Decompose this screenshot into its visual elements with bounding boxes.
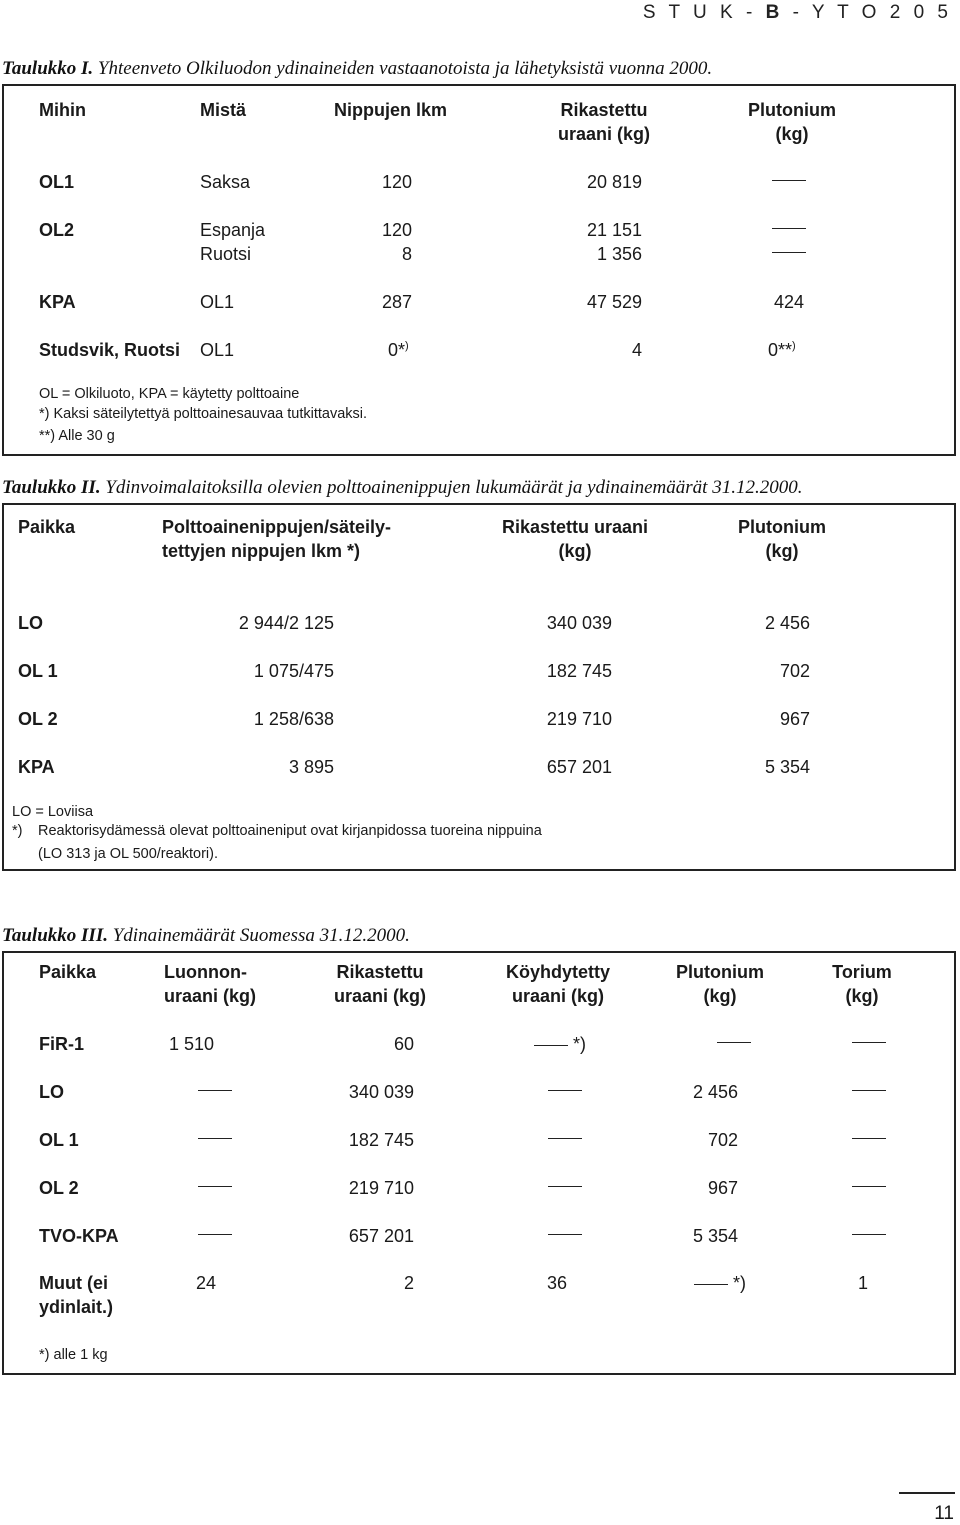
- col-header-thorium-unit: (kg): [845, 986, 879, 1006]
- col-header-plutonium: Plutonium: [676, 962, 764, 982]
- table-cell: OL 1: [39, 1130, 79, 1150]
- col-header-from: Mistä: [200, 100, 247, 120]
- table-cell: 967: [779, 709, 810, 729]
- col-header-uranium: Rikastettu uraani: [501, 517, 649, 537]
- dash-icon: [852, 1130, 886, 1148]
- table-cell: KPA: [39, 292, 76, 312]
- col-header-uranium: Rikastettu: [560, 100, 648, 120]
- table-cell: Muut (ei: [39, 1273, 108, 1293]
- table-cell: 60: [393, 1034, 414, 1054]
- table-cell: 657 201: [348, 1226, 414, 1246]
- dash-icon: [772, 172, 806, 190]
- table-cell: 182 745: [348, 1130, 414, 1150]
- table-cell: 0*): [388, 340, 409, 360]
- table-note: Reaktorisydämessä olevat polttoaineniput ovat kirjanpidossa tuoreina nippuina: [38, 823, 542, 839]
- table-note: *) Kaksi säteilytettyä polttoainesauvaa tutkittavaksi.: [39, 406, 368, 422]
- table-cell: 340 039: [348, 1082, 414, 1102]
- table-cell: 21 151: [586, 220, 642, 240]
- series-header: S T U K - B - Y T O 2 0 5: [642, 2, 952, 23]
- table-cell: 20 819: [586, 172, 642, 192]
- table-cell: *): [534, 1034, 586, 1055]
- table-cell: Ruotsi: [200, 244, 252, 264]
- col-header-natural: Luonnon-: [164, 962, 247, 982]
- table-note: *): [12, 823, 23, 839]
- col-header-to: Mihin: [39, 100, 86, 120]
- table-cell: 1 356: [596, 244, 642, 264]
- table2-caption: Taulukko II. Ydinvoimalaitoksilla olevien polttoainenippujen lukumäärät ja ydinainemäärät 31.12.2000.: [2, 477, 803, 498]
- table-cell: 1 258/638: [253, 709, 334, 729]
- col-header-bundles: Polttoainenippujen/säteily-: [162, 517, 392, 537]
- dash-icon: [852, 1034, 886, 1052]
- dash-icon: [717, 1034, 751, 1052]
- table3-box: [2, 951, 956, 1375]
- table-cell: 702: [707, 1130, 738, 1150]
- table-note: *) alle 1 kg: [39, 1347, 108, 1363]
- table-cell: 8: [401, 244, 412, 264]
- table-cell: OL 2: [18, 709, 58, 729]
- table-cell: 2 944/2 125: [238, 613, 334, 633]
- table-cell: LO: [18, 613, 43, 633]
- table-cell: OL2: [39, 220, 75, 240]
- col-header-depleted-unit: uraani (kg): [511, 986, 604, 1006]
- dash-icon: [772, 244, 806, 262]
- table-cell: LO: [39, 1082, 64, 1102]
- table-cell: 2: [403, 1273, 414, 1293]
- col-header-plutonium: Plutonium: [748, 100, 836, 120]
- dash-icon: [852, 1082, 886, 1100]
- table-cell: 3 895: [288, 757, 334, 777]
- table-cell: 2 456: [692, 1082, 738, 1102]
- col-header-enriched-unit: uraani (kg): [333, 986, 426, 1006]
- table-cell: OL 1: [18, 661, 58, 681]
- table-cell: ydinlait.): [39, 1297, 114, 1317]
- dash-icon: [548, 1082, 582, 1100]
- table-cell: 219 710: [348, 1178, 414, 1198]
- table-note: **) Alle 30 g: [39, 428, 115, 444]
- table-cell: 120: [381, 220, 412, 240]
- table-cell: 702: [779, 661, 810, 681]
- table1-box: [2, 84, 956, 456]
- dash-icon: [198, 1178, 232, 1196]
- table-cell: OL 2: [39, 1178, 79, 1198]
- col-header-thorium: Torium: [832, 962, 892, 982]
- table-cell: 5 354: [764, 757, 810, 777]
- dash-icon: [852, 1178, 886, 1196]
- col-header-enriched: Rikastettu: [336, 962, 424, 982]
- col-header-uranium-unit: (kg): [558, 541, 592, 561]
- col-header-uranium-unit: uraani (kg): [557, 124, 650, 144]
- table-cell: TVO-KPA: [39, 1226, 119, 1246]
- table-cell: 424: [773, 292, 804, 312]
- table-cell: Espanja: [200, 220, 266, 240]
- table-cell: 1 075/475: [253, 661, 334, 681]
- table-cell: 0**): [768, 340, 796, 360]
- col-header-plutonium-unit: (kg): [703, 986, 737, 1006]
- col-header-depleted: Köyhdytetty: [505, 962, 610, 982]
- table-cell: 1: [858, 1273, 869, 1293]
- table-cell: Saksa: [200, 172, 251, 192]
- table-cell: 967: [707, 1178, 738, 1198]
- dash-icon: [548, 1226, 582, 1244]
- table-cell: 340 039: [546, 613, 612, 633]
- table-note: LO = Loviisa: [12, 804, 94, 820]
- page-number-rule: [899, 1492, 955, 1494]
- dash-icon: [772, 220, 806, 238]
- table-cell: FiR-1: [39, 1034, 84, 1054]
- table-cell: 4: [631, 340, 642, 360]
- col-header-plutonium: Plutonium: [738, 517, 826, 537]
- col-header-place: Paikka: [18, 517, 76, 537]
- table-cell: 2 456: [764, 613, 810, 633]
- table-cell: 182 745: [546, 661, 612, 681]
- col-header-place: Paikka: [39, 962, 97, 982]
- col-header-count: Nippujen lkm: [334, 100, 448, 120]
- table-cell: *): [694, 1273, 746, 1294]
- dash-icon: [198, 1226, 232, 1244]
- col-header-natural-unit: uraani (kg): [164, 986, 257, 1006]
- table2-box: [2, 503, 956, 871]
- table-cell: KPA: [18, 757, 55, 777]
- dash-icon: [852, 1226, 886, 1244]
- table-cell: 1 510: [169, 1034, 215, 1054]
- table-cell: OL1: [200, 292, 235, 312]
- table-cell: 5 354: [692, 1226, 738, 1246]
- table-cell: Studsvik, Ruotsi: [39, 340, 181, 360]
- table-note: (LO 313 ja OL 500/reaktori).: [38, 846, 218, 862]
- table-cell: 47 529: [586, 292, 642, 312]
- col-header-plutonium-unit: (kg): [765, 541, 799, 561]
- table3-caption: Taulukko III. Ydinainemäärät Suomessa 31.12.2000.: [2, 925, 410, 946]
- col-header-plutonium-unit: (kg): [775, 124, 809, 144]
- dash-icon: [548, 1130, 582, 1148]
- dash-icon: [548, 1178, 582, 1196]
- table-cell: OL1: [200, 340, 235, 360]
- dash-icon: [198, 1082, 232, 1100]
- col-header-bundles-2: tettyjen nippujen lkm *): [162, 541, 361, 561]
- table-note: OL = Olkiluoto, KPA = käytetty polttoaine: [39, 386, 300, 402]
- table-cell: 287: [381, 292, 412, 312]
- table-cell: 120: [381, 172, 412, 192]
- page-number: 11: [934, 1503, 954, 1524]
- table-cell: 36: [547, 1273, 568, 1293]
- table-cell: 219 710: [546, 709, 612, 729]
- table1-caption: Taulukko I. Yhteenveto Olkiluodon ydinaineiden vastaanotoista ja lähetyksistä vuonna 2000.: [2, 58, 713, 79]
- table-cell: 24: [196, 1273, 217, 1293]
- table-cell: 657 201: [546, 757, 612, 777]
- table-cell: OL1: [39, 172, 75, 192]
- dash-icon: [198, 1130, 232, 1148]
